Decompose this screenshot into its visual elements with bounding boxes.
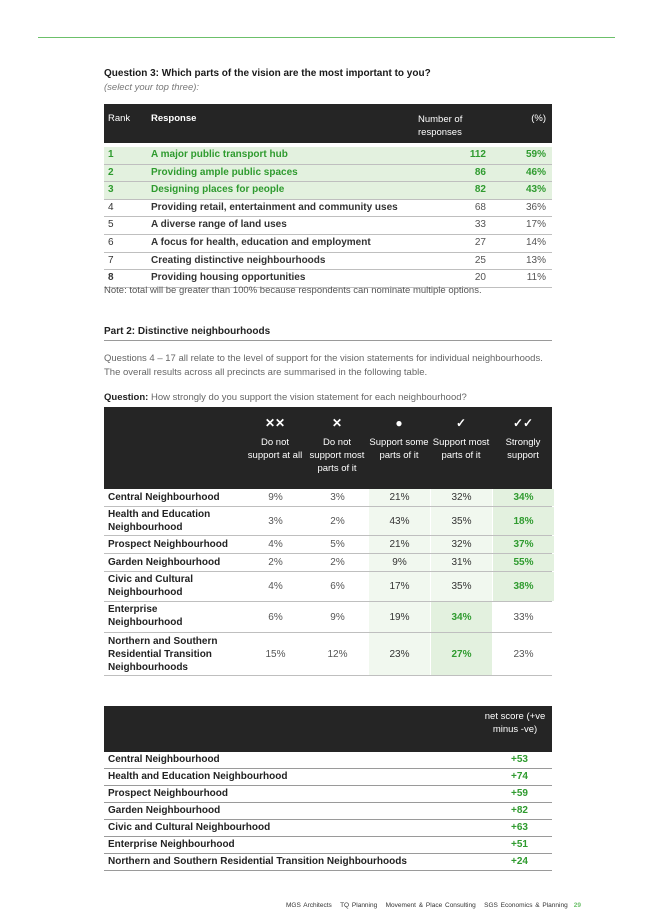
response-cell: Providing ample public spaces <box>151 166 298 178</box>
support-value-cell: 43% <box>369 507 430 535</box>
pct-cell: 59% <box>525 149 546 160</box>
support-value-cell: 9% <box>268 492 283 503</box>
rank-cell: 2 <box>108 166 114 178</box>
support-level-label: Strongly support <box>505 437 541 461</box>
question3-title: Question 3: Which parts of the vision are the most important to you? <box>104 68 431 79</box>
rank-cell: 1 <box>108 149 114 160</box>
response-cell: A focus for health, education and employment <box>151 236 371 248</box>
table-note: Note: total will be greater than 100% because respondents can nominate multiple options. <box>104 285 482 296</box>
dot-icon: ● <box>395 416 403 430</box>
support-value-cell: 6% <box>330 581 345 592</box>
response-cell: A diverse range of land uses <box>151 219 287 231</box>
support-value-cell: 19% <box>369 602 430 632</box>
neighbourhood-name: Enterprise Neighbourhood <box>108 839 235 850</box>
support-level-label: Do not support most parts of it <box>309 437 365 474</box>
support-value-cell: 21% <box>369 536 430 553</box>
response-cell: A major public transport hub <box>151 149 288 160</box>
table-row <box>104 147 552 165</box>
net-score-value: +63 <box>511 822 528 833</box>
table-row <box>104 235 552 253</box>
responses-table <box>104 104 552 288</box>
support-value-cell: 31% <box>431 554 492 571</box>
table-row <box>104 633 552 676</box>
table-row <box>104 854 552 871</box>
net-score-table <box>104 706 552 871</box>
net-score-value: +53 <box>511 754 528 765</box>
support-value-cell: 5% <box>330 539 345 550</box>
number-cell: 112 <box>469 149 486 160</box>
response-header: Response <box>151 113 197 124</box>
neighbourhood-name: Health and Education Neighbourhood <box>108 509 211 533</box>
net-score-value: +59 <box>511 788 528 799</box>
table-row <box>104 554 552 572</box>
question-line <box>104 392 467 403</box>
rank-cell: 5 <box>108 219 114 231</box>
rank-cell: 8 <box>108 272 114 284</box>
net-score-value: +24 <box>511 856 528 867</box>
neighbourhood-name: Prospect Neighbourhood <box>108 539 228 550</box>
number-cell: 20 <box>474 272 486 284</box>
response-cell: Creating distinctive neighbourhoods <box>151 254 326 266</box>
support-level-label: Support some parts of it <box>369 437 429 461</box>
number-cell: 86 <box>474 166 486 178</box>
support-value-cell: 4% <box>268 539 283 550</box>
support-table <box>104 407 552 676</box>
number-cell: 82 <box>474 184 486 196</box>
support-value-cell: 17% <box>369 572 430 601</box>
pct-cell: 46% <box>525 166 546 178</box>
neighbourhood-name: Civic and Cultural Neighbourhood <box>108 822 271 833</box>
table-row <box>104 489 552 507</box>
table-row <box>104 182 552 200</box>
support-value-cell: 37% <box>493 536 554 553</box>
support-value-cell: 4% <box>268 581 283 592</box>
support-value-cell: 34% <box>493 489 554 506</box>
pct-cell: 17% <box>525 219 546 231</box>
table-row <box>104 786 552 803</box>
question-text: How strongly do you support the vision statement for each neighbourhood? <box>148 392 467 403</box>
support-level-label: Do not support at all <box>247 437 303 461</box>
support-value-cell: 23% <box>369 633 430 675</box>
support-value-cell: 21% <box>369 489 430 506</box>
support-column-header <box>430 413 492 462</box>
net-score-value: +51 <box>511 839 528 850</box>
section-heading: Part 2: Distinctive neighbourhoods <box>104 326 552 341</box>
response-cell: Designing places for people <box>151 184 285 196</box>
pct-header: (%) <box>531 113 546 124</box>
number-header: Number of responses <box>418 114 463 138</box>
pct-cell: 11% <box>526 272 546 284</box>
support-value-cell: 27% <box>431 633 492 675</box>
support-table-header <box>104 407 552 489</box>
table-row <box>104 769 552 786</box>
support-value-cell: 38% <box>493 572 554 601</box>
table-row <box>104 536 552 554</box>
table-row <box>104 803 552 820</box>
support-column-header <box>306 413 368 475</box>
support-table-body <box>104 489 552 676</box>
table-row <box>104 165 552 183</box>
top-divider <box>38 37 615 38</box>
support-value-cell: 3% <box>268 515 283 527</box>
support-value-cell: 3% <box>330 492 345 503</box>
number-cell: 27 <box>474 236 486 248</box>
question3-subtitle: (select your top three): <box>104 82 200 93</box>
net-score-value: +74 <box>511 771 528 782</box>
support-value-cell: 35% <box>431 507 492 535</box>
double-cross-icon: ✕✕ <box>264 416 286 430</box>
number-cell: 68 <box>474 201 486 213</box>
response-cell: Providing housing opportunities <box>151 272 306 284</box>
neighbourhood-name: Garden Neighbourhood <box>108 805 221 816</box>
rank-header: Rank <box>108 113 131 124</box>
pct-cell: 14% <box>525 236 546 248</box>
net-score-header <box>104 706 552 752</box>
pct-cell: 43% <box>525 184 546 196</box>
number-cell: 33 <box>474 219 486 231</box>
table-row <box>104 200 552 218</box>
cross-icon: ✕ <box>331 416 343 430</box>
support-value-cell: 32% <box>431 536 492 553</box>
table-row <box>104 572 552 602</box>
support-value-cell: 6% <box>268 611 283 623</box>
table-row <box>104 217 552 235</box>
page-number: 29 <box>573 902 581 909</box>
net-score-body <box>104 752 552 871</box>
table-row <box>104 820 552 837</box>
support-value-cell: 55% <box>493 554 554 571</box>
number-cell: 25 <box>474 254 486 266</box>
table-row <box>104 507 552 536</box>
support-value-cell: 32% <box>431 489 492 506</box>
responses-table-header <box>104 104 552 143</box>
table-row <box>104 837 552 854</box>
double-check-icon: ✓✓ <box>512 416 534 430</box>
neighbourhood-name: Northern and Southern Residential Transition Neighbourhoods <box>108 636 218 673</box>
support-value-cell: 15% <box>265 648 286 660</box>
support-column-header <box>368 413 430 462</box>
rank-cell: 6 <box>108 236 114 248</box>
neighbourhood-name: Civic and Cultural Neighbourhood <box>108 574 194 598</box>
neighbourhood-name: Garden Neighbourhood <box>108 557 221 568</box>
rank-cell: 3 <box>108 184 114 196</box>
pct-cell: 13% <box>525 254 546 266</box>
response-cell: Providing retail, entertainment and community uses <box>151 201 398 213</box>
neighbourhood-name: Northern and Southern Residential Transition Neighbourhoods <box>108 856 407 867</box>
support-value-cell: 35% <box>431 572 492 601</box>
page-footer <box>286 902 581 909</box>
net-score-value: +82 <box>511 805 528 816</box>
support-level-label: Support most parts of it <box>432 437 490 461</box>
support-value-cell: 2% <box>330 515 345 527</box>
neighbourhood-name: Health and Education Neighbourhood <box>108 771 288 782</box>
support-column-header <box>244 413 306 462</box>
table-row <box>104 253 552 271</box>
rank-cell: 7 <box>108 254 114 266</box>
support-value-cell: 18% <box>493 507 554 535</box>
responses-table-body <box>104 147 552 288</box>
check-icon: ✓ <box>455 416 467 430</box>
footer-credits: MGS Architects TQ Planning Movement & Place Consulting SGS Economics & Planning <box>286 902 568 909</box>
table-row <box>104 752 552 769</box>
support-value-cell: 34% <box>431 602 492 632</box>
neighbourhood-name: Central Neighbourhood <box>108 754 220 765</box>
support-value-cell: 9% <box>330 611 345 623</box>
support-value-cell: 9% <box>369 554 430 571</box>
pct-cell: 36% <box>525 201 546 213</box>
intro-paragraph: Questions 4 – 17 all relate to the level of support for the vision statements for individual neighbourhoods. The overall results across all precincts are summarised in the following table. <box>104 353 543 378</box>
question-label: Question: <box>104 392 149 403</box>
support-value-cell: 33% <box>513 611 534 623</box>
table-row <box>104 602 552 633</box>
support-value-cell: 2% <box>268 557 283 568</box>
support-column-header <box>492 413 554 462</box>
support-value-cell: 12% <box>327 648 348 660</box>
neighbourhood-name: Enterprise Neighbourhood <box>108 604 183 628</box>
rank-cell: 4 <box>108 201 114 213</box>
support-value-cell: 23% <box>513 648 534 660</box>
neighbourhood-name: Central Neighbourhood <box>108 492 220 503</box>
support-value-cell: 2% <box>330 557 345 568</box>
net-score-header-label: net score (+ve minus -ve) <box>484 711 546 735</box>
neighbourhood-name: Prospect Neighbourhood <box>108 788 228 799</box>
